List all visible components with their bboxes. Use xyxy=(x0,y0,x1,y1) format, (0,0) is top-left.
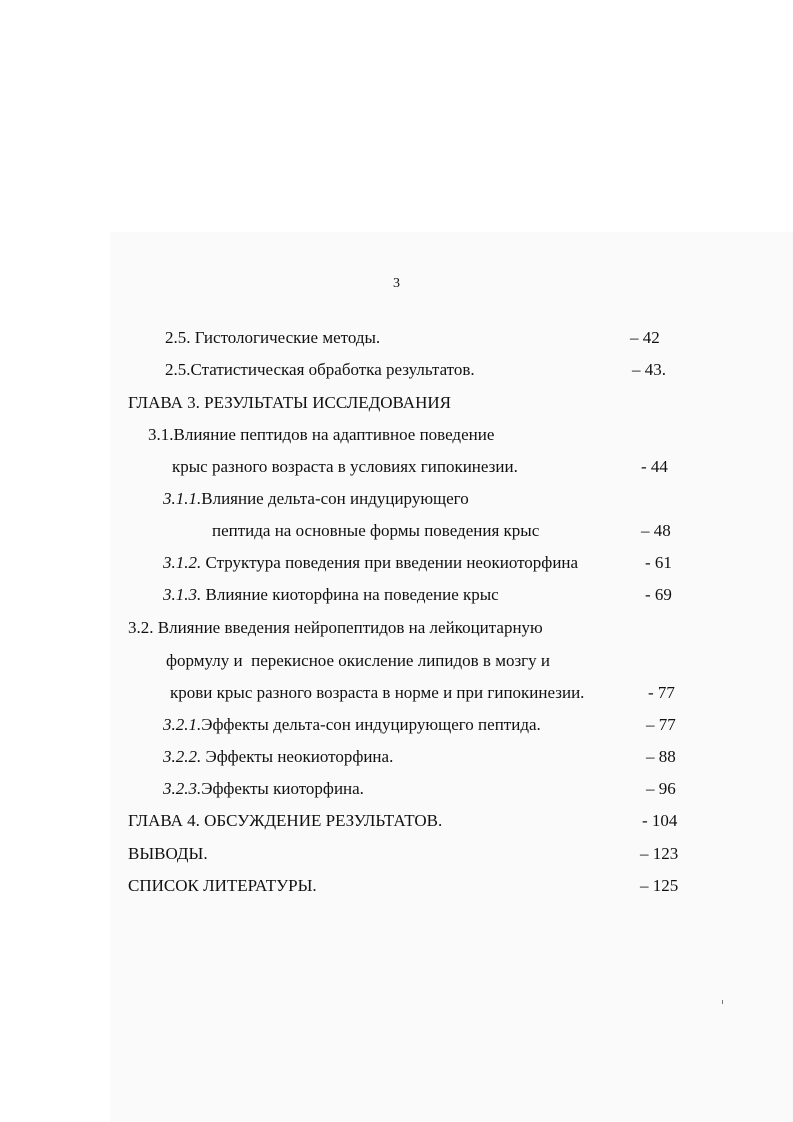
toc-chapter-heading: СПИСОК ЛИТЕРАТУРЫ. xyxy=(128,876,317,895)
toc-page: – 77 xyxy=(646,715,676,734)
toc-page: – 125 xyxy=(640,876,679,895)
toc-line: 3.2.3.Эффекты киоторфина. xyxy=(163,779,364,798)
toc-chapter-heading: ГЛАВА 3. РЕЗУЛЬТАТЫ ИССЛЕДОВАНИЯ xyxy=(128,393,451,412)
toc-line: 3.1.Влияние пептидов на адаптивное поведение xyxy=(148,425,495,444)
toc-line: формулу и перекисное окисление липидов в мозгу и xyxy=(166,651,550,670)
toc-chapter-heading: ВЫВОДЫ. xyxy=(128,844,208,863)
toc-line: 3.1.1.Влияние дельта-сон индуцирующего xyxy=(163,489,469,508)
toc-line: 2.5.Статистическая обработка результатов. xyxy=(165,360,475,379)
toc-page: – 96 xyxy=(646,779,676,798)
scan-speck xyxy=(722,1000,723,1004)
toc-line: пептида на основные формы поведения крыс xyxy=(212,521,540,540)
toc-line: крови крыс разного возраста в норме и при гипокинезии. xyxy=(170,683,585,702)
toc-page: – 43. xyxy=(632,360,666,379)
toc-page: - 69 xyxy=(645,585,672,604)
toc-line: 3.1.2. Структура поведения при введении неокиоторфина xyxy=(163,553,579,572)
page-number: 3 xyxy=(393,276,400,291)
toc-page: - 104 xyxy=(642,811,678,830)
toc-page: - 61 xyxy=(645,553,672,572)
toc-line: 2.5. Гистологические методы. xyxy=(165,328,381,347)
toc-page: - 44 xyxy=(641,457,668,476)
toc-line: 3.2. Влияние введения нейропептидов на лейкоцитарную xyxy=(128,618,543,637)
toc-page: – 123 xyxy=(640,844,679,863)
toc-page: – 42 xyxy=(630,328,660,347)
toc-page: - 77 xyxy=(648,683,675,702)
toc-line: крыс разного возраста в условиях гипокинезии. xyxy=(172,457,518,476)
toc-page: – 48 xyxy=(641,521,671,540)
toc-line: 3.2.1.Эффекты дельта-сон индуцирующего пептида. xyxy=(163,715,541,734)
toc-line: 3.2.2. Эффекты неокиоторфина. xyxy=(163,747,394,766)
toc-page: – 88 xyxy=(646,747,676,766)
toc-chapter-heading: ГЛАВА 4. ОБСУЖДЕНИЕ РЕЗУЛЬТАТОВ. xyxy=(128,811,443,830)
toc-line: 3.1.3. Влияние киоторфина на поведение крыс xyxy=(163,585,499,604)
